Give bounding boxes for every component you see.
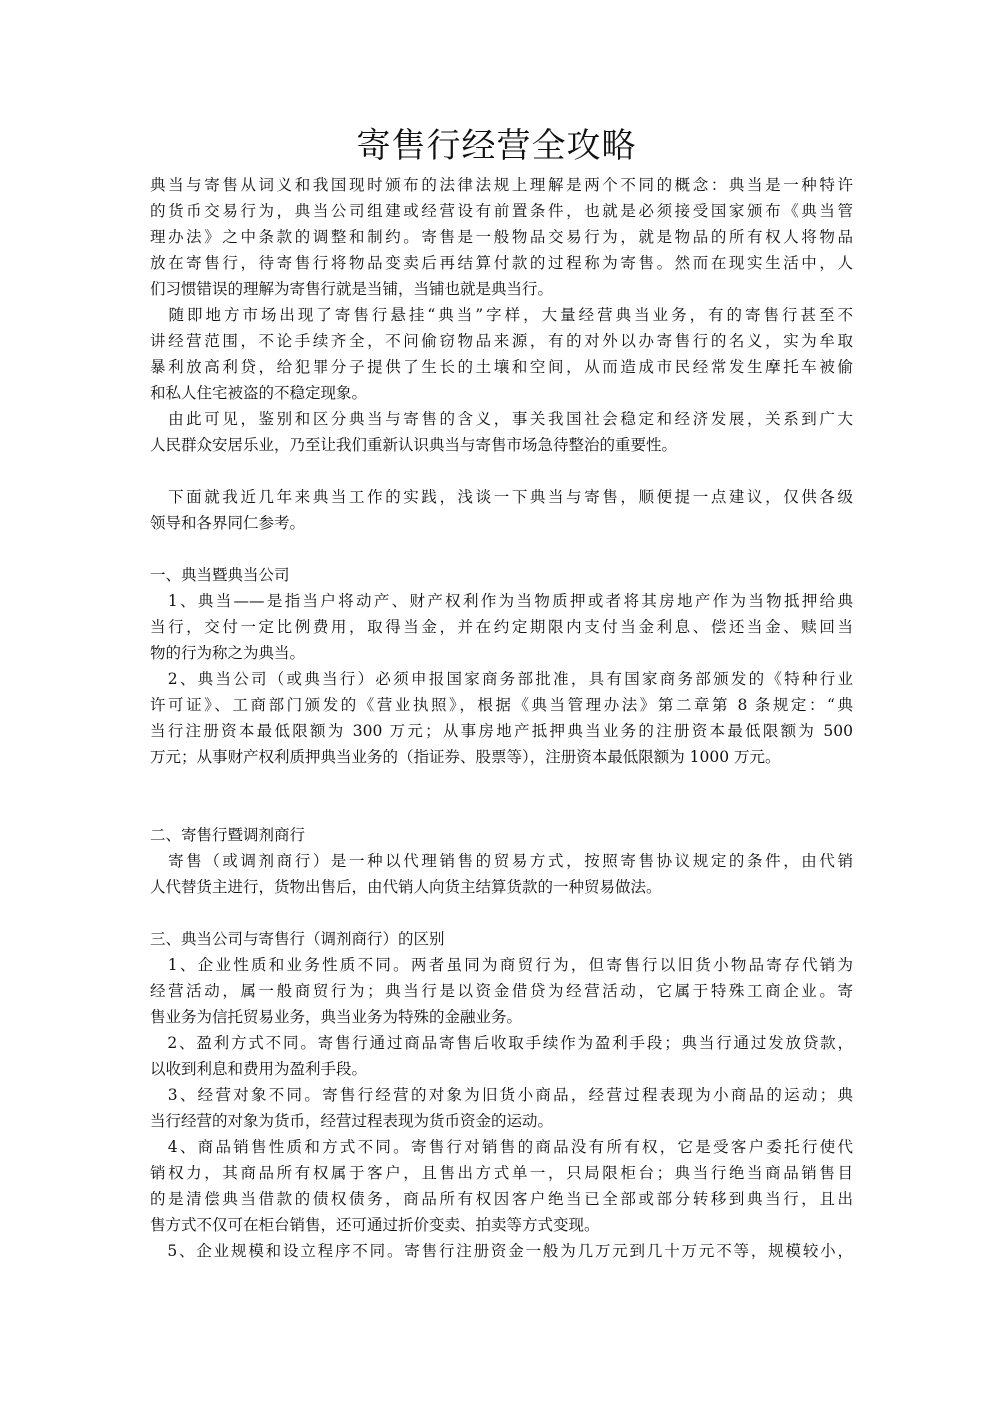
text-line: 随即地方市场出现了寄售行悬挂“典当”字样，大量经营典当业务，有的寄售行甚至不 [150,306,853,324]
text-line: 放在寄售行，待寄售行将物品变卖后再结算付款的过程称为寄售。然而在现实生活中，人 [150,254,853,272]
text-line: 下面就我近几年来典当工作的实践，浅谈一下典当与寄售，顺便提一点建议，仅供各级 [150,488,853,506]
text-line: 万元；从事财产权利质押典当业务的（指证券、股票等），注册资本最低限额为 1000 万元。 [150,748,781,766]
text-line: 由此可见，鉴别和区分典当与寄售的含义，事关我国社会稳定和经济发展，关系到广大 [150,410,853,428]
document-body [150,172,853,1264]
text-line: 售业务为信托贸易业务，典当业务为特殊的金融业务。 [150,1008,523,1026]
section-heading: 一、典当暨典当公司 [150,566,290,584]
text-line: 和私人住宅被盗的不稳定现象。 [150,384,368,402]
text-line: 1、典当——是指当户将动产、财产权利作为当物质押或者将其房地产作为当物抵押给典 [150,592,853,610]
document-title: 寄售行经营全攻略 [356,126,637,166]
section-heading: 三、典当公司与寄售行（调剂商行）的区别 [150,930,445,948]
text-line: 销权力，其商品所有权属于客户，且售出方式单一，只局限柜台；典当行绝当商品销售目 [150,1164,853,1182]
text-line: 人代替货主进行，货物出售后，由代销人向货主结算货款的一种贸易做法。 [150,878,662,896]
paragraph-gap [150,458,853,484]
text-line: 典当与寄售从词义和我国现时颁布的法律法规上理解是两个不同的概念：典当是一种特许 [150,176,853,194]
text-line: 3、经营对象不同。寄售行经营的对象为旧货小商品，经营过程表现为小商品的运动；典 [150,1086,853,1104]
text-line: 当行经营的对象为货币，经营过程表现为货币资金的运动。 [150,1112,554,1130]
text-line: 许可证》、工商部门颁发的《营业执照》，根据《典当管理办法》第二章第 8 条规定：“典 [150,696,853,714]
text-line: 售方式不仅可在柜台销售，还可通过折价变卖、拍卖等方式变现。 [150,1216,600,1234]
text-line: 人民群众安居乐业，乃至让我们重新认识典当与寄售市场急待整治的重要性。 [150,436,678,454]
paragraph-gap [150,770,853,822]
text-line: 5、企业规模和设立程序不同。寄售行注册资金一般为几万元到几十万元不等，规模较小， [150,1242,853,1260]
text-line: 暴利放高利贷，给犯罪分子提供了生长的土壤和空间，从而造成市民经常发生摩托车被偷 [150,358,853,376]
text-line: 2、盈利方式不同。寄售行通过商品寄售后收取手续作为盈利手段；典当行通过发放贷款， [150,1034,853,1052]
text-line: 1、企业性质和业务性质不同。两者虽同为商贸行为，但寄售行以旧货小物品寄存代销为 [150,956,853,974]
section-heading: 二、寄售行暨调剂商行 [150,826,306,844]
text-line: 的是清偿典当借款的债权债务，商品所有权因客户绝当已全部或部分转移到典当行，且出 [150,1190,853,1208]
text-line: 理办法》之中条款的调整和制约。寄售是一般物品交易行为，就是物品的所有权人将物品 [150,228,853,246]
paragraph-gap [150,536,853,562]
text-line: 领导和各界同仁参考。 [150,514,306,532]
text-line: 讲经营范围，不论手续齐全，不问偷窃物品来源，有的对外以办寄售行的名义，实为牟取 [150,332,853,350]
text-line: 4、商品销售性质和方式不同。寄售行对销售的商品没有所有权，它是受客户委托行使代 [150,1138,853,1156]
text-line: 寄售（或调剂商行）是一种以代理销售的贸易方式，按照寄售协议规定的条件，由代销 [150,852,853,870]
paragraph-gap [150,900,853,926]
text-line: 们习惯错误的理解为寄售行就是当铺，当铺也就是典当行。 [150,280,554,298]
text-line: 以收到利息和费用为盈利手段。 [150,1060,368,1078]
text-line: 2、典当公司（或典当行）必须申报国家商务部批准，具有国家商务部颁发的《特种行业 [150,670,853,688]
text-line: 物的行为称之为典当。 [150,644,306,662]
text-line: 当行，交付一定比例费用，取得当金，并在约定期限内支付当金利息、偿还当金、赎回当 [150,618,853,636]
text-line: 当行注册资本最低限额为 300 万元；从事房地产抵押典当业务的注册资本最低限额为 500 [150,722,853,740]
text-line: 经营活动，属一般商贸行为；典当行是以资金借贷为经营活动，它属于特殊工商企业。寄 [150,982,853,1000]
text-line: 的货币交易行为，典当公司组建或经营设有前置条件，也就是必须接受国家颁布《典当管 [150,202,853,220]
